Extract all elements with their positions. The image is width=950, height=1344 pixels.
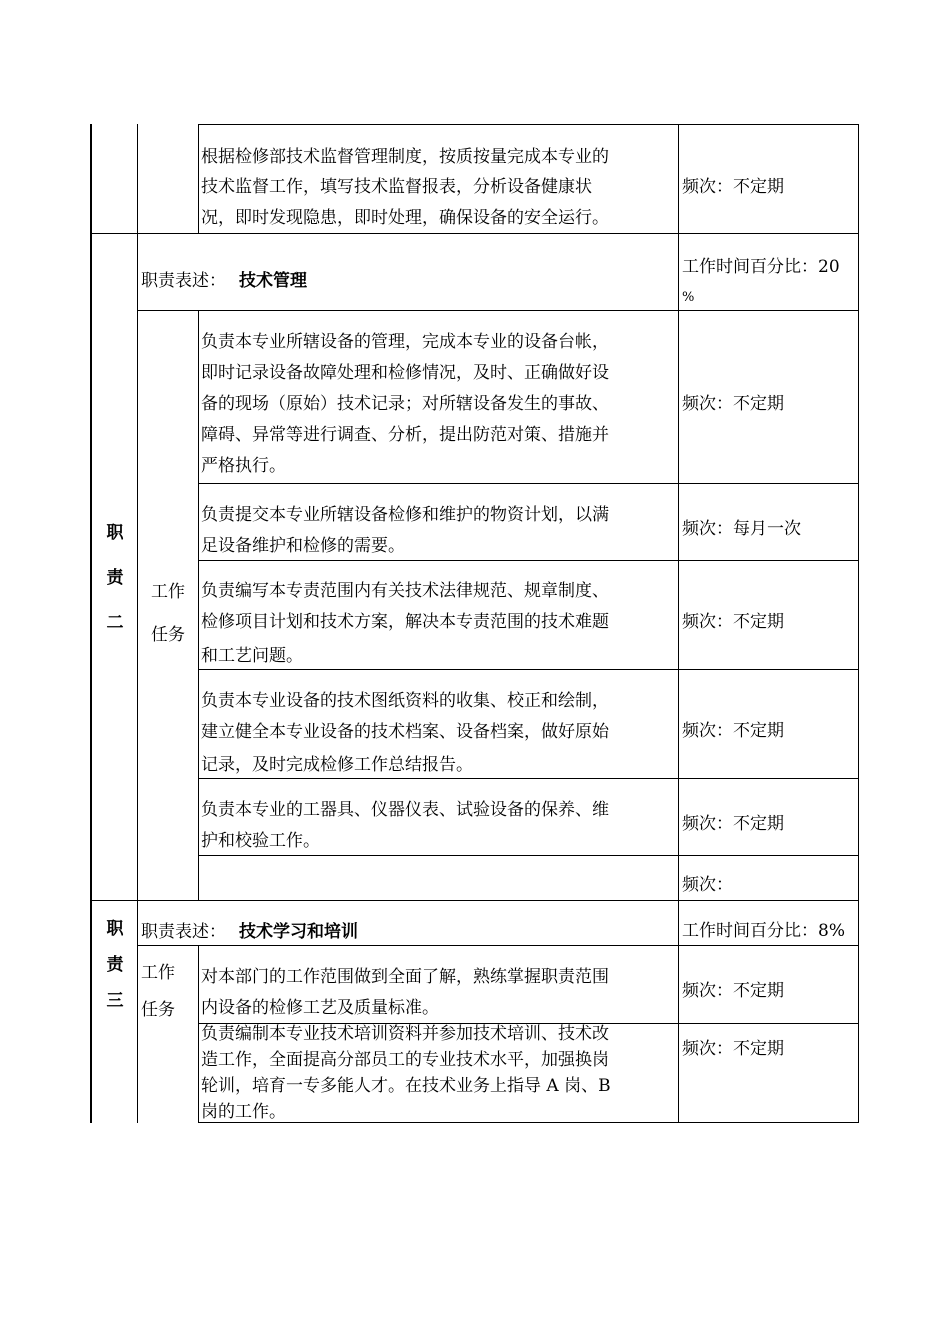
col-line-2a — [198, 124, 199, 234]
work-task-label-line: 工作 — [141, 963, 175, 983]
task-line: 负责本专业设备的技术图纸资料的收集、校正和绘制， — [201, 691, 609, 711]
frequency-cell: 频次： — [682, 875, 733, 895]
task-line: 造工作，全面提高分部员工的专业技术水平，加强换岗 — [201, 1050, 609, 1070]
frequency-cell: 频次：不定期 — [682, 814, 784, 834]
row-line-top — [198, 124, 859, 125]
task-line: 负责本专业所辖设备的管理，完成本专业的设备台帐， — [201, 332, 609, 352]
frequency-cell: 频次：不定期 — [682, 177, 784, 197]
row-line-c — [198, 483, 859, 484]
table-right-border — [858, 124, 859, 1123]
task-line: 对本部门的工作范围做到全面了解，熟练掌握职责范围 — [201, 967, 609, 987]
description-prefix: 职责表述： — [141, 922, 226, 942]
task-line: 备的现场（原始）技术记录；对所辖设备发生的事故、 — [201, 394, 609, 414]
task-line: 轮训，培育一专多能人才。在技术业务上指导 A 岗、B — [201, 1076, 611, 1096]
work-task-label-line: 任务 — [151, 625, 185, 645]
task-line: 岗的工作。 — [201, 1102, 286, 1122]
task-line: 内设备的检修工艺及质量标准。 — [201, 998, 439, 1018]
task-line: 负责提交本专业所辖设备检修和维护的物资计划，以满 — [201, 505, 609, 525]
col-line-3 — [678, 124, 679, 1123]
duty-label-char: 职 — [106, 919, 124, 939]
task-line: 技术监督工作，填写技术监督报表，分析设备健康状 — [201, 177, 592, 197]
duty-label-char: 责 — [106, 568, 124, 588]
frequency-cell: 频次：每月一次 — [682, 519, 801, 539]
work-time-percent: 工作时间百分比：8% — [682, 921, 845, 941]
col-line-1 — [137, 124, 138, 1123]
task-line: 严格执行。 — [201, 456, 286, 476]
col-line-2c — [198, 946, 199, 1123]
frequency-cell: 频次：不定期 — [682, 612, 784, 632]
task-line: 负责编写本专责范围内有关技术法律规范、规章制度、 — [201, 581, 609, 601]
task-line: 建立健全本专业设备的技术档案、设备档案，做好原始 — [201, 722, 609, 742]
work-task-label-line: 工作 — [151, 582, 185, 602]
task-line: 检修项目计划和技术方案，解决本专责范围的技术难题 — [201, 612, 609, 632]
frequency-cell: 频次：不定期 — [682, 721, 784, 741]
task-line: 根据检修部技术监督管理制度，按质按量完成本专业的 — [201, 147, 609, 167]
work-time-percent-suffix: % — [682, 290, 695, 305]
task-line: 负责编制本专业技术培训资料并参加技术培训、技术改 — [201, 1024, 609, 1044]
task-line: 即时记录设备故障处理和检修情况，及时、正确做好设 — [201, 363, 609, 383]
frequency-cell: 频次：不定期 — [682, 1039, 784, 1059]
row-line-bottom — [198, 1122, 859, 1123]
work-task-label-line: 任务 — [141, 1000, 175, 1020]
task-line: 和工艺问题。 — [201, 646, 303, 666]
table-left-border — [90, 124, 92, 1123]
row-line-b — [137, 310, 859, 311]
frequency-cell: 频次：不定期 — [682, 981, 784, 1001]
duty-label-char: 三 — [106, 991, 124, 1011]
task-line: 况，即时发现隐患，即时处理，确保设备的安全运行。 — [201, 208, 609, 228]
description-title: 技术管理 — [239, 271, 307, 291]
row-line-h — [90, 900, 859, 901]
duty-label-char: 责 — [106, 955, 124, 975]
task-line: 障碍、异常等进行调查、分析，提出防范对策、措施并 — [201, 425, 609, 445]
task-line: 负责本专业的工器具、仪器仪表、试验设备的保养、维 — [201, 800, 609, 820]
duty-label-char: 职 — [106, 523, 124, 543]
task-line: 记录，及时完成检修工作总结报告。 — [201, 755, 473, 775]
duty-label-char: 二 — [106, 613, 124, 633]
description-title: 技术学习和培训 — [239, 922, 358, 942]
task-line: 护和校验工作。 — [201, 831, 320, 851]
task-line: 足设备维护和检修的需要。 — [201, 536, 405, 556]
work-time-percent: 工作时间百分比：20 — [682, 257, 840, 277]
frequency-cell: 频次：不定期 — [682, 394, 784, 414]
col-line-2b — [198, 310, 199, 901]
description-prefix: 职责表述： — [141, 271, 226, 291]
